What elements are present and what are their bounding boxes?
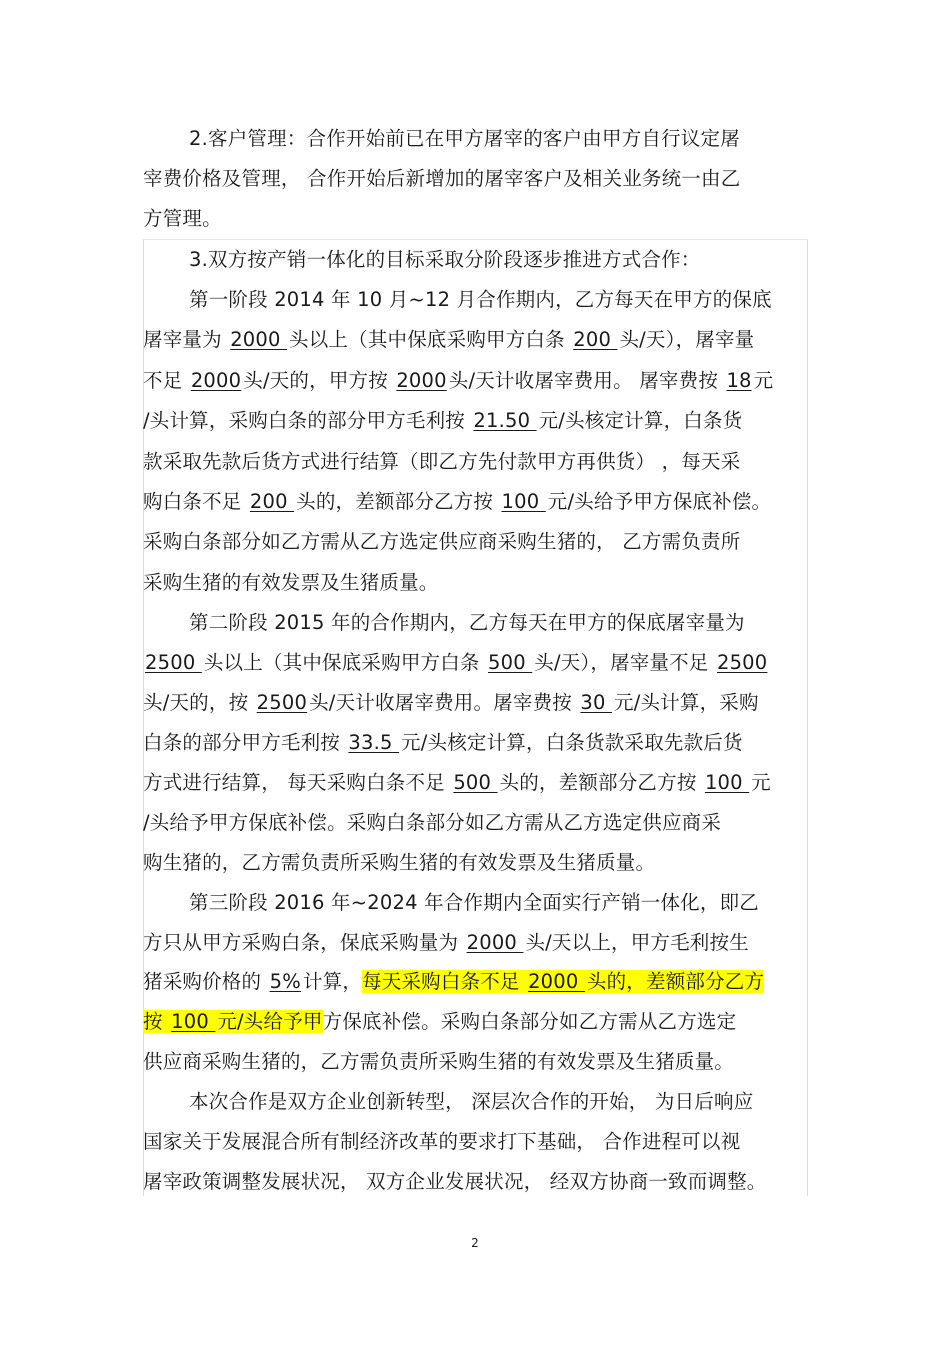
text-line	[143, 571, 439, 595]
text: 头的，差额部分乙方按	[499, 771, 703, 794]
text-line	[189, 1090, 753, 1114]
underlined-value: 100	[171, 1010, 216, 1033]
underlined-value: 2000	[528, 970, 585, 993]
text: 白条的部分甲方毛利按	[143, 731, 347, 754]
text-line	[189, 611, 745, 635]
text-line	[143, 970, 764, 994]
text-line	[143, 1010, 736, 1034]
underlined-value: 2500	[256, 691, 308, 714]
text: 元	[751, 771, 771, 794]
underlined-value: 200	[573, 328, 618, 351]
text-line	[143, 731, 743, 755]
text: 购生猪的，乙方需负责所采购生猪的有效发票及生猪质量。	[143, 851, 656, 874]
text: 猪采购价格的	[143, 970, 268, 993]
underlined-value: 5%	[269, 970, 301, 993]
underlined-value: 21.50	[473, 409, 537, 432]
underlined-value: 2000	[230, 328, 288, 351]
text-line	[189, 127, 740, 151]
text: 方只从甲方采购白条，保底采购量为	[143, 931, 465, 954]
text-line	[143, 691, 759, 715]
text: 方保底补偿。采购白条部分如乙方需从乙方选定	[322, 1010, 737, 1033]
text-line	[143, 811, 721, 835]
text-line	[143, 931, 749, 955]
page-number: 2	[471, 1236, 479, 1250]
text: 元/头给予甲方保底补偿。	[547, 490, 772, 513]
text: 第二阶段 2015 年的合作期内，乙方每天在甲方的保底屠宰量为	[189, 611, 745, 634]
text: 每天采购白条不足	[362, 970, 527, 993]
text: 头的，差额部分乙方按	[296, 490, 500, 513]
text-line	[143, 851, 655, 875]
text: 不足	[143, 369, 189, 392]
text: 第一阶段 2014 年 10 月~12 月合作期内，乙方每天在甲方的保底	[189, 288, 772, 311]
text-line	[143, 490, 771, 514]
text: 方式进行结算， 每天采购白条不足	[143, 771, 452, 794]
text-line	[143, 1050, 734, 1074]
text: 头/天的，甲方按	[243, 369, 395, 392]
text: 屠宰政策调整发展状况， 双方企业发展状况， 经双方协商一致而调整。	[143, 1170, 767, 1193]
text-line	[143, 771, 771, 795]
underlined-value: 2500	[716, 651, 768, 674]
text: 头/天计收屠宰费用。屠宰费按	[309, 691, 579, 714]
underlined-value: 200	[249, 490, 295, 513]
text: 本次合作是双方企业创新转型， 深层次合作的开始， 为日后响应	[189, 1090, 754, 1113]
underlined-value: 500	[453, 771, 498, 794]
text: 计算，	[302, 970, 363, 993]
text-line	[189, 248, 701, 272]
text: 头/天以上，甲方毛利按生	[525, 931, 749, 954]
text: 头以上（其中保底采购甲方白条	[203, 651, 487, 674]
underlined-value: 2000	[466, 931, 524, 954]
text: 头以上（其中保底采购甲方白条	[289, 328, 572, 351]
text: 元/头给予甲	[217, 1010, 323, 1033]
text: 按	[143, 1010, 170, 1033]
underlined-value: 18	[726, 369, 752, 392]
text-line	[143, 1170, 767, 1194]
text: 头的，差额部分乙方	[586, 970, 765, 993]
text-line	[143, 167, 740, 191]
text-line	[189, 288, 772, 312]
text: 第三阶段 2016 年~2024 年合作期内全面实行产销一体化，即乙	[189, 891, 759, 914]
text: 元/头计算，采购	[614, 691, 759, 714]
text-line	[143, 530, 740, 554]
underlined-value: 2500	[145, 651, 202, 674]
text: 头/天计收屠宰费用。 屠宰费按	[448, 369, 725, 392]
text: 购白条不足	[143, 490, 248, 513]
underlined-value: 100	[501, 490, 546, 513]
text: 头/天的，按	[143, 691, 255, 714]
text: 元	[753, 369, 774, 392]
text-line	[143, 369, 773, 393]
text-line	[189, 891, 759, 915]
text-line	[143, 450, 740, 474]
highlighted-text	[362, 970, 764, 993]
text: 款采取先款后货方式进行结算（即乙方先付款甲方再供货） ，每天采	[143, 450, 741, 473]
text: 元/头核定计算，白条货款采取先款后货	[401, 731, 743, 754]
text-line	[143, 651, 769, 675]
underlined-value: 30	[580, 691, 613, 714]
text-line	[143, 207, 222, 231]
text: 供应商采购生猪的，乙方需负责所采购生猪的有效发票及生猪质量。	[143, 1050, 735, 1073]
text: 采购生猪的有效发票及生猪质量。	[143, 571, 439, 594]
highlighted-text	[143, 1010, 323, 1033]
underlined-value: 33.5	[348, 731, 400, 754]
text: /头给予甲方保底补偿。采购白条部分如乙方需从乙方选定供应商采	[143, 811, 722, 834]
text: 屠宰量为	[143, 328, 229, 351]
text: 元/头核定计算，白条货	[538, 409, 743, 432]
text-line	[143, 328, 754, 352]
text: 方管理。	[143, 207, 222, 230]
underlined-value: 100	[704, 771, 750, 794]
text: 宰费价格及管理， 合作开始后新增加的屠宰客户及相关业务统一由乙	[143, 167, 741, 190]
underlined-value: 500	[488, 651, 533, 674]
text: 头/天），屠宰量不足	[534, 651, 715, 674]
text: 3.双方按产销一体化的目标采取分阶段逐步推进方式合作：	[189, 248, 701, 271]
text: 国家关于发展混合所有制经济改革的要求打下基础， 合作进程可以视	[143, 1130, 741, 1153]
text-line	[143, 1130, 740, 1154]
text: 2.客户管理：合作开始前已在甲方屠宰的客户由甲方自行议定屠	[189, 127, 740, 150]
underlined-value: 2000	[396, 369, 447, 392]
text-line	[143, 409, 742, 433]
underlined-value: 2000	[190, 369, 242, 392]
text: 头/天），屠宰量	[619, 328, 755, 351]
text: 采购白条部分如乙方需从乙方选定供应商采购生猪的， 乙方需负责所	[143, 530, 741, 553]
text: /头计算，采购白条的部分甲方毛利按	[143, 409, 472, 432]
